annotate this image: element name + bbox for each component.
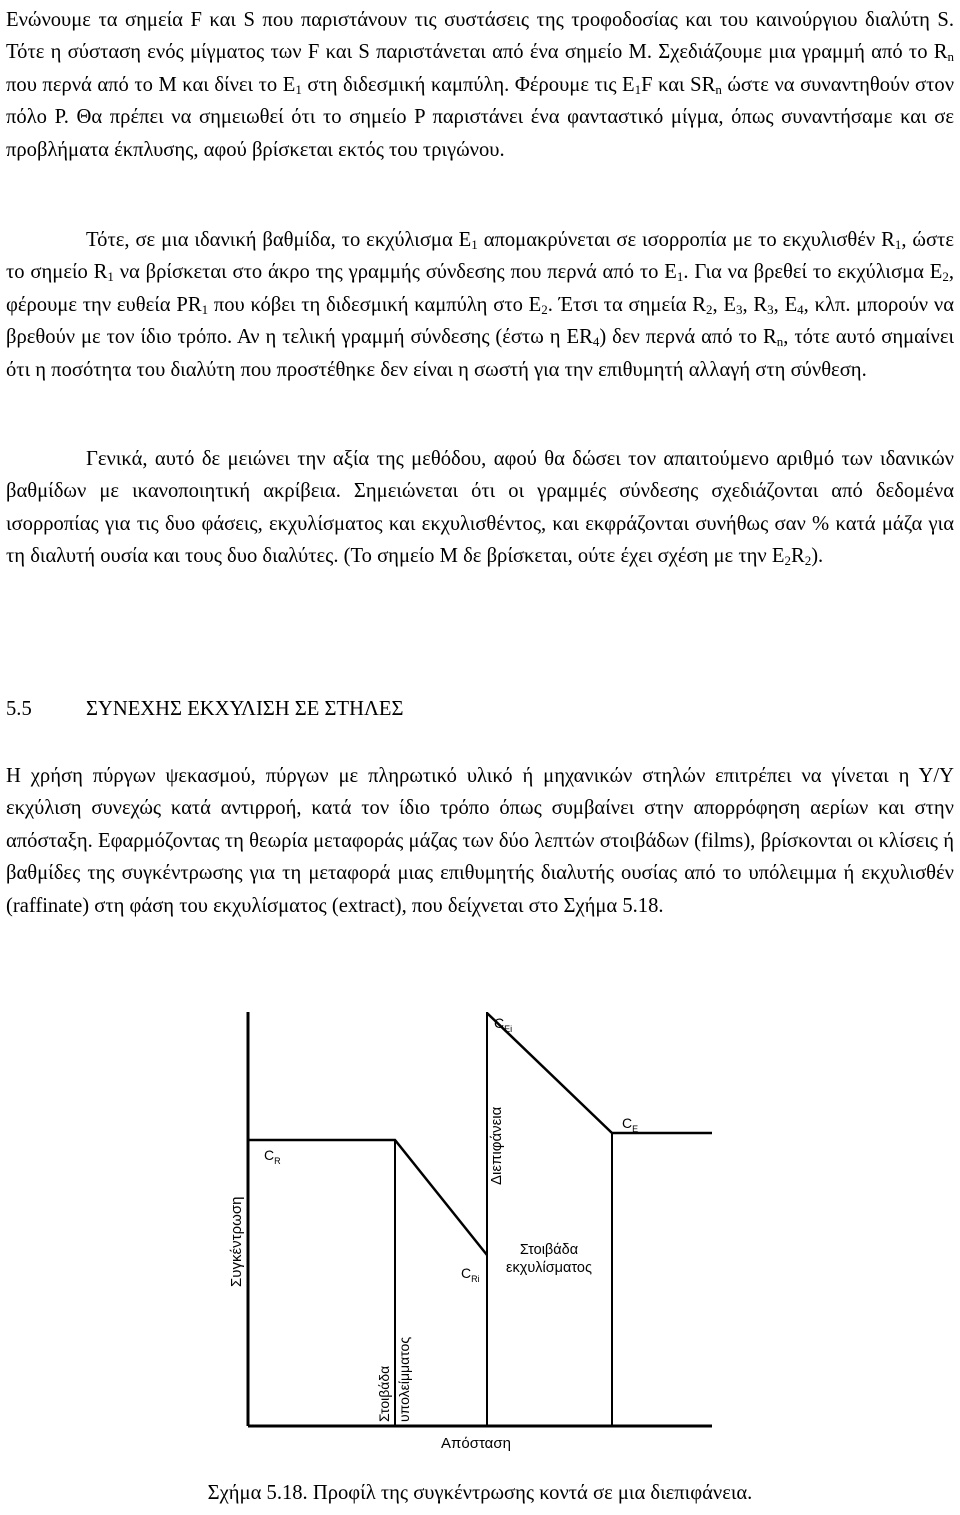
y-axis-label: Συγκέντρωση: [228, 1196, 245, 1287]
interface-label: Διεπιφάνεια: [488, 1106, 505, 1185]
extract-concentration-line: [487, 1013, 712, 1133]
section-title: ΣΥΝΕΧΗΣ ΕΚΧΥΛΙΣΗ ΣΕ ΣΤΗΛΕΣ: [86, 698, 404, 720]
raffinate-concentration-line: [248, 1140, 487, 1255]
x-axis-label: Απόσταση: [441, 1435, 511, 1452]
section-heading: [6, 693, 403, 725]
label-cr: $C_R$: [264, 1147, 281, 1166]
extract-layer-label-1: Στοιβάδα: [519, 1242, 579, 1258]
raffinate-layer-label-2: υπολείμματος: [396, 1336, 412, 1422]
extract-layer-label-2: εκχυλίσματος: [506, 1260, 592, 1276]
label-cri: $C_{Ri}$: [461, 1265, 480, 1284]
raffinate-layer-label-1: Στοιβάδα: [376, 1365, 392, 1422]
paragraph-3: Γενικά, αυτό δε μειώνει την αξία της μεθόδου, αφού θα δώσει τον απαιτούμενο αριθμό των ιδανικών βαθμίδων με ικανοποιητική ακρίβεια. Σημειώνεται ότι οι γραμμές σύνδεσης σχεδιάζονται από δεδομένα ισορροπίας για τις δυο φάσεις, εκχυλίσματος και εκχυλισθέντος, και εκφράζονται συνήθως σαν % κατά μάζα για τη διαλυτή ουσία και τους δυο διαλύτες. (Το σημείο M δε βρίσκεται, ούτε έχει σχέση με την $E_2R_2$).: [6, 448, 954, 569]
label-ce: $C_E$: [622, 1115, 639, 1134]
section-number: 5.5: [6, 698, 32, 720]
paragraph-1: Ενώνουμε τα σημεία F και S που παριστάνουν τις συστάσεις της τροφοδοσίας και του καινούργιου διαλύτη S. Τότε η σύσταση ενός μίγματος των F και S παριστάνεται από ένα σημείο M. Σχεδιάζουμε μια γραμμή από το $R_n$ που περνά από το M και δίνει το $E_1$ στη διδεσμική καμπύλη. Φέρουμε τις $E_1F$ και $SR_n$ ώστε να συναντηθούν στον πόλο P. Θα πρέπει να σημειωθεί ότι το σημείο P παριστάνει ένα φανταστικό μίγμα, όπως συναντήσαμε και σε προβλήματα έκπλυσης, αφού βρίσκεται εκτός του τριγώνου.: [6, 9, 955, 161]
figure-caption: Σχήμα 5.18. Προφίλ της συγκέντρωσης κοντά σε μια διεπιφάνεια.: [207, 1482, 753, 1504]
paragraph-2: Τότε, σε μια ιδανική βαθμίδα, το εκχύλισμα $E_1$ απομακρύνεται σε ισορροπία με το εκχυλισθέν $R_1$, ώστε το σημείο $R_1$ να βρίσκεται στο άκρο της γραμμής σύνδεσης που περνά από το $E_1$. Για να βρεθεί το εκχύλισμα $E_2$, φέρουμε την ευθεία $PR_1$ που κόβει τη διδεσμική καμπύλη στο $E_2$. Έτσι τα σημεία $R_2$, $E_3$, $R_3$, $E_4$, κλπ. μπορούν να βρεθούν με τον ίδιο τρόπο. Αν η τελική γραμμή σύνδεσης (έστω η $ER_4$) δεν περνά από το $R_n$, τότε αυτό σημαίνει ότι η ποσότητα του διαλύτη που προστέθηκε δεν είναι η σωστή για την επιθυμητή αλλαγή στη σύνθεση.: [6, 229, 955, 381]
label-cei: $C_{Ei}$: [494, 1015, 513, 1034]
concentration-profile-diagram: [0, 1000, 960, 1470]
paragraph-4: Η χρήση πύργων ψεκασμού, πύργων με πληρωτικό υλικό ή μηχανικών στηλών επιτρέπει να γίνεται η Υ/Υ εκχύλιση συνεχώς κατά αντιρροή, κατά τον ίδιο τρόπο όπως συμβαίνει στην απορρόφηση αερίων και στην απόσταξη. Εφαρμόζοντας τη θεωρία μεταφοράς μάζας των δύο λεπτών στοιβάδων (films), βρίσκονται οι κλίσεις ή βαθμίδες της συγκέντρωσης για τη μεταφορά μιας επιθυμητής διαλυτής ουσίας από το υπόλειμμα ή εκχυλισθέν (raffinate) στη φάση του εκχυλίσματος (extract), που δείχνεται στο Σχήμα 5.18.: [6, 765, 954, 917]
figure-5-18: [0, 1000, 960, 1470]
